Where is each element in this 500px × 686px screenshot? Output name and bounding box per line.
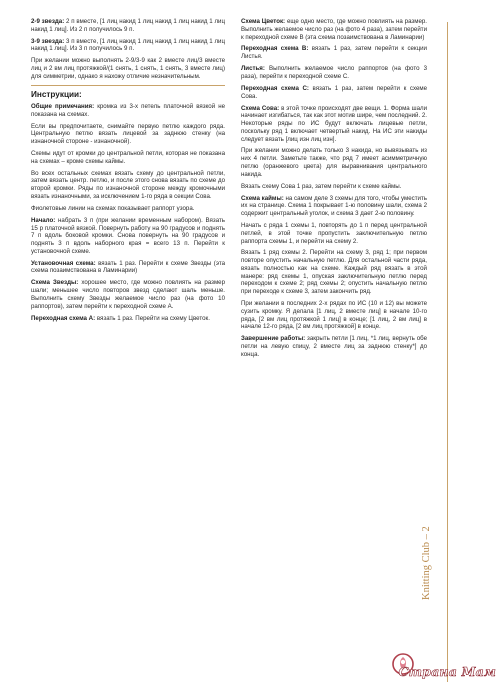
- para-stars-chart: Схема Звезды: хорошее место, где можно повлиять на размер шали; меньшее число повторов звезд сделают шаль меньше. Выполнить схему Звезды желаемое число раз (на фото 10 раппортов), затем перейти к переходной схеме А.: [31, 279, 226, 310]
- para-border-rows: Вязать 1 ряд схемы 2. Перейти на схему 3, ряд 1; при первом повторе опустить начальную петлю. Для остальной части ряда, вязать полностью как на схеме. Каждый ряд вязать в этой манере: ряд схемы 1, опуская заключительную петлю перед переходом к схеме 2; ряд схемы 2; опустить начальную петлю при переходе к схеме 3, затем закончить ряд.: [241, 249, 427, 296]
- para-edge: Схемы идут от кромки до центральной петли, которая не показана на схемах – кроме схемы каймы.: [31, 149, 225, 165]
- right-column: [241, 18, 427, 363]
- para-owl-once: Вязать схему Сова 1 раз, затем перейти к схеме каймы.: [241, 182, 402, 190]
- para-leaves: Листья: Выполнить желаемое число раппортов (на фото 3 раза), перейти к переходной схеме С.: [241, 65, 427, 80]
- knitting-club-label: [421, 480, 457, 600]
- para-2-9-star: 2-9 звезда: 2 п вместе, [1 лиц накид 1 лиц накид 1 лиц накид 1 лиц накид 1 лиц]. Из 2 п получилось 9 п.: [31, 18, 225, 33]
- knitting-club-text: Knitting Club – 2: [421, 526, 432, 600]
- para-owl-chart: Схема Сова: в этой точке происходят две вещи. 1. Форма шали начинает изгибаться, так как этот мотив шире, чем последний. 2. Некоторые ряды по ИС будут включать лицевые петли, поскольку ряд 1 включает четвертый накид. На ИС эти накиды следует вязать [лиц изн лиц изн].: [241, 104, 427, 143]
- para-other-charts: Во всех остальных схемах вязать схему до центральной петли, затем вязать центр. петлю, и после этого снова вязать по схеме до второй кромки. Ряды по изнаночной стороне между кромочными вязать изнаночными, за исключением 1-го ряда в секции Сова.: [31, 169, 225, 200]
- para-slip-first: Если вы предпочитаете, снимайте первую петлю каждого ряда. Центральную петлю вязать лицевой за заднюю стенку (на изнаночной стороне - изнаночной).: [31, 122, 225, 145]
- para-border-chart: Схема каймы: на самом деле 3 схемы для того, чтобы уместить их на странице. Схема 1 покрывает 1-ю половину шали, схема 2 содержит центральный уголок, и схема 3 дает 2-ю половину.: [241, 194, 427, 218]
- para-flower-chart: Схема Цветок: еще одно место, где можно повлиять на размер. Выполнить желаемое число раз (на фото 4 раза), затем перейти к переходной схеме В (эта схема позаимствована в Ламинарии): [241, 18, 427, 41]
- para-general-notes: Общие примечания: кромка из 3-х петель платочной вязкой не показана на схемах.: [31, 102, 225, 118]
- section-divider: [31, 85, 225, 86]
- para-transition-c: Переходная схема С: вязать 1 раз, затем перейти к схеме Сова.: [241, 84, 427, 100]
- para-transition-b: Переходная схема В: вязать 1 раз, затем перейти к секции Листья.: [241, 45, 427, 61]
- watermark: [388, 651, 500, 681]
- para-narrow-edge: При желании в последних 2-х рядах по ИС (10 и 12) вы можете сузить кромку. Я делала [1 лиц, 2 вместе лиц] в начале 10-го ряда, [2 вм лиц протяжкой 1 лиц] в конце; [1 лиц, 2 вм лиц] в начале 12-го ряда, [2 вм лиц протяжкой] в конце.: [241, 300, 427, 331]
- left-column: [31, 18, 225, 327]
- para-start: Начало: набрать 3 п (при желании временным набором). Вязать 15 р платочной вязкой. Повернуть работу на 90 градусов и поднять 7 п вдоль боковой кромки. Снова повернуть на 90 градусов и поднять 3 п вдоль наборного края = всего 13 п. Перейти к установочной схеме.: [31, 216, 225, 255]
- para-purple-lines: Фиолетовые линии на схемах показывает раппорт узора.: [31, 204, 195, 212]
- watermark-text: Страна Мам: [398, 664, 496, 679]
- para-transition-a: Переходная схема А: вязать 1 раз. Перейти на схему Цветок.: [31, 314, 210, 322]
- para-border-start: Начать с ряда 1 схемы 1, повторять до 1 п перед центральной петлей, в этой точке пропустить заключительную петлю раппорта схемы 1, и перейти на схему 2.: [241, 222, 427, 245]
- para-optional: При желании можно выполнять 2-9/3-9 как 2 вместе лиц/3 вместе лиц и 2 вм лиц протяжкой/(1 снять, 1 снять, 1 снять, 3 вместе лиц) для симметрии, однако я нахожу отличие незначительным.: [31, 57, 225, 80]
- instructions-heading: Инструкции:: [31, 89, 82, 99]
- para-owl-note: При желании можно делать только 3 накида, но вывязывать из них 4 петли. Заметьте также, что ряд 7 имеет асимметричную петлю (оранжевого цвета) для выравнивания центрального накида.: [241, 147, 427, 178]
- page-top: [0, 0, 500, 16]
- para-finishing: Завершение работы: закрыть петли [1 лиц, *1 лиц, вернуть обе петли на левую спицу, 2 вместе лиц за заднюю стенку*] до конца.: [241, 335, 427, 358]
- para-setup-chart: Установочная схема: вязать 1 раз. Перейти к схеме Звезды (эта схема позаимствована в Ламинарии): [31, 259, 225, 275]
- para-3-9-star: 3-9 звезда: 3 п вместе, [1 лиц накид 1 лиц накид 1 лиц накид 1 лиц накид 1 лиц]. Из 3 п получилось 9 п.: [31, 37, 225, 53]
